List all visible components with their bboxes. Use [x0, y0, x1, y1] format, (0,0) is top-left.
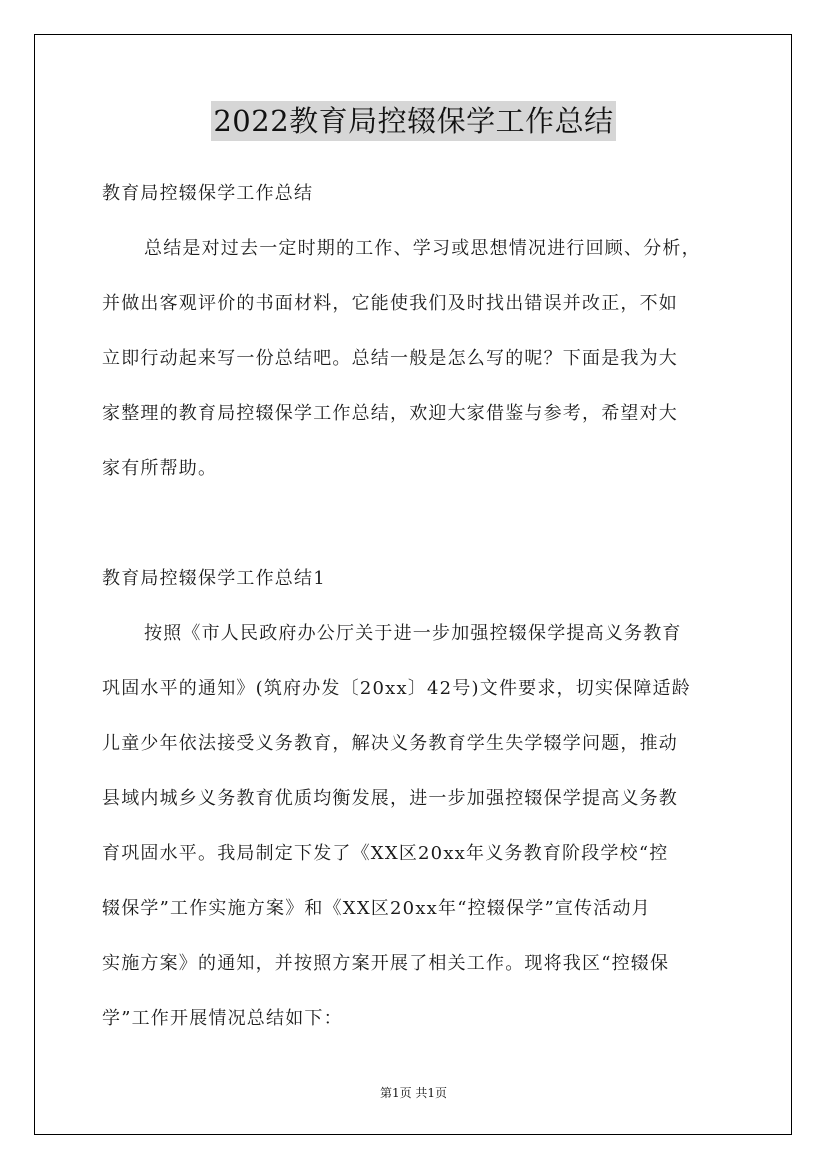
blank-line — [102, 496, 747, 551]
paragraph-line: 实施方案》的通知，并按照方案开展了相关工作。现将我区“控辍保 — [102, 953, 670, 974]
paragraph-line: 辍保学”工作实施方案》和《XX区20xx年“控辍保学”宣传活动月 — [102, 898, 651, 919]
paragraph-line: 并做出客观评价的书面材料，它能使我们及时找出错误并改正，不如 — [102, 293, 678, 314]
paragraph-line: 立即行动起来写一份总结吧。总结一般是怎么写的呢？下面是我为大 — [102, 348, 678, 369]
paragraph-line: 儿童少年依法接受义务教育，解决义务教育学生失学辍学问题，推动 — [102, 733, 678, 754]
paragraph-line: 育巩固水平。我局制定下发了《XX区20xx年义务教育阶段学校“控 — [102, 843, 669, 864]
paragraph-line: 家有所帮助。 — [102, 458, 218, 479]
document-title: 2022教育局控辍保学工作总结 — [211, 101, 615, 141]
paragraph-line: 巩固水平的通知》(筑府办发〔20xx〕42号)文件要求，切实保障适龄 — [102, 678, 691, 699]
section-heading: 教育局控辍保学工作总结 — [102, 183, 314, 204]
paragraph-line: 按照《市人民政府办公厅关于进一步加强控辍保学提高义务教育 — [144, 623, 682, 644]
paragraph-line: 总结是对过去一定时期的工作、学习或思想情况进行回顾、分析， — [144, 238, 701, 259]
section-heading: 教育局控辍保学工作总结1 — [102, 568, 326, 589]
title-container — [0, 101, 827, 141]
page-number: 第1页 共1页 — [379, 1086, 448, 1100]
paragraph-line: 学”工作开展情况总结如下： — [102, 1008, 343, 1029]
paragraph-line: 县域内城乡义务教育优质均衡发展，进一步加强控辍保学提高义务教 — [102, 788, 678, 809]
paragraph-line: 家整理的教育局控辍保学工作总结，欢迎大家借鉴与参考，希望对大 — [102, 403, 678, 424]
document-body — [102, 166, 747, 1046]
